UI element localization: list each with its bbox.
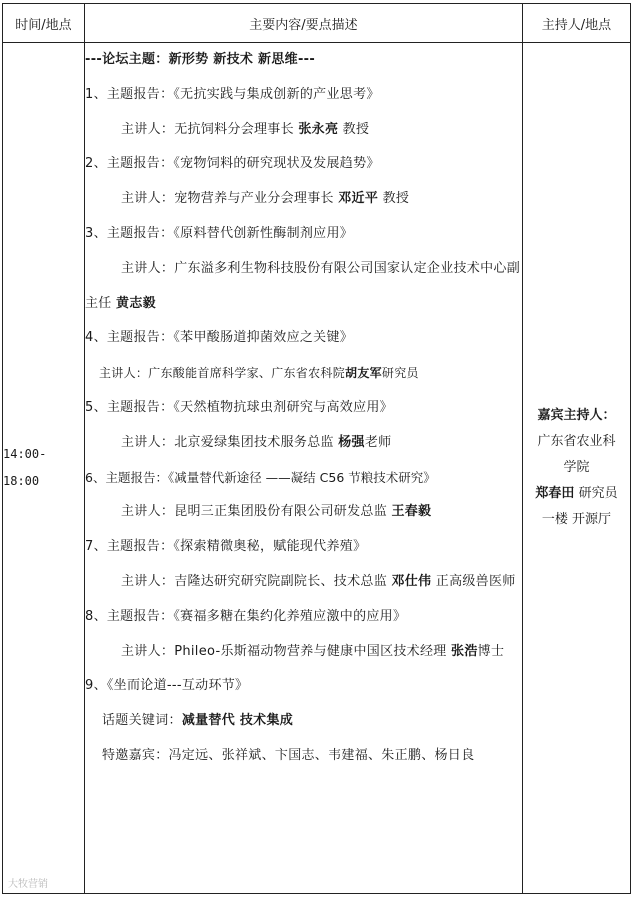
- talk-6-speaker: [85, 495, 522, 530]
- host-org-line2: 学院: [563, 460, 590, 475]
- speaker-suffix: 老师: [364, 434, 392, 450]
- talk-1-title: 1、主题报告：《无抗实践与集成创新的产业思考》: [85, 86, 380, 102]
- talk-7-speaker: [85, 565, 522, 600]
- speaker-prefix: 主讲人：无抗饲料分会理事长: [121, 121, 299, 137]
- talk-3-speaker: [85, 252, 522, 322]
- talk-3-title: 3、主题报告：《原料替代创新性酶制剂应用》: [85, 225, 354, 241]
- session-9-title: 9、《坐而论道---互动环节》: [85, 678, 249, 694]
- watermark: 大牧营销: [8, 879, 48, 890]
- speaker-name: 邓近平: [338, 191, 379, 207]
- speaker-name: 邓仕伟: [391, 573, 432, 589]
- session-row: [3, 43, 631, 894]
- speaker-name: 张浩: [451, 643, 478, 659]
- speaker-suffix: 博士: [477, 643, 505, 659]
- speaker-suffix: 教授: [338, 121, 370, 137]
- speaker-prefix: 主讲人：Phileo-乐斯福动物营养与健康中国区技术经理: [121, 643, 452, 659]
- talk-8-title: 8、主题报告：《赛福多糖在集约化养殖应激中的应用》: [85, 608, 407, 624]
- host-venue: 一楼 开源厅: [541, 512, 612, 527]
- talk-5-speaker: [85, 426, 522, 461]
- time-cell: [3, 43, 85, 894]
- talk-6-title: 6、主题报告：《减量替代新途径 ——凝结 C56 节粮技术研究》: [85, 469, 436, 485]
- talk-1-speaker: [85, 113, 522, 148]
- host-label: 嘉宾主持人：: [537, 408, 616, 423]
- content-cell: [85, 43, 523, 894]
- host-title: 研究员: [574, 486, 618, 501]
- speaker-name: 王春毅: [391, 504, 432, 520]
- session-9-guests: 特邀嘉宾：冯定远、张祥斌、卞国志、韦建福、朱正鹏、杨日良: [102, 747, 475, 763]
- schedule-table: [2, 3, 631, 894]
- keywords-value: 减量替代 技术集成: [181, 713, 294, 729]
- speaker-name: 张永亮: [298, 121, 339, 137]
- speaker-prefix: 主讲人：吉隆达研究研究院副院长、技术总监: [121, 573, 392, 589]
- speaker-suffix: 教授: [378, 191, 410, 207]
- talk-4-title: 4、主题报告：《苯甲酸肠道抑菌效应之关键》: [85, 330, 354, 346]
- speaker-prefix: 主讲人：宠物营养与产业分会理事长: [121, 191, 339, 207]
- talk-2-title: 2、主题报告：《宠物饲料的研究现状及发展趋势》: [85, 156, 380, 172]
- header-host-place: 主持人/地点: [523, 4, 631, 43]
- talk-5-title: 5、主题报告：《天然植物抗球虫剂研究与高效应用》: [85, 399, 393, 415]
- speaker-prefix: 主讲人：广东酸能首席科学家、广东省农科院: [99, 366, 346, 381]
- forum-theme: ---论坛主题：新形势 新技术 新思维---: [85, 52, 316, 67]
- header-time-place: 时间/地点: [3, 4, 85, 43]
- speaker-suffix: 正高级兽医师: [431, 573, 516, 589]
- speaker-prefix: 主讲人：昆明三正集团股份有限公司研发总监: [121, 504, 392, 520]
- speaker-name: 胡友军: [345, 366, 382, 381]
- session-9-keywords: [85, 704, 522, 739]
- speaker-suffix: 研究员: [381, 366, 419, 381]
- host-cell: [523, 43, 631, 894]
- header-content: 主要内容/要点描述: [85, 4, 523, 43]
- keywords-prefix: 话题关键词：: [102, 713, 182, 729]
- speaker-name: 杨强: [338, 434, 365, 450]
- host-name: 郑春田: [535, 486, 575, 501]
- talk-2-speaker: [85, 182, 522, 217]
- speaker-prefix: 主讲人：广东溢多利生物科技股份有限公司国家认定企业技术中心副主任: [85, 260, 521, 311]
- host-person: [523, 481, 630, 507]
- speaker-prefix: 主讲人：北京爱绿集团技术服务总监: [121, 434, 339, 450]
- talk-7-title: 7、主题报告：《探索精微奥秘，赋能现代养殖》: [85, 539, 367, 555]
- host-org-line1: 广东省农业科: [537, 434, 616, 449]
- time-start: 14:00-: [3, 447, 47, 461]
- speaker-name: 黄志毅: [116, 295, 156, 311]
- time-end: 18:00: [3, 474, 40, 488]
- talk-8-speaker: [85, 635, 522, 670]
- talk-4-speaker: [85, 356, 522, 391]
- header-row: [3, 4, 631, 43]
